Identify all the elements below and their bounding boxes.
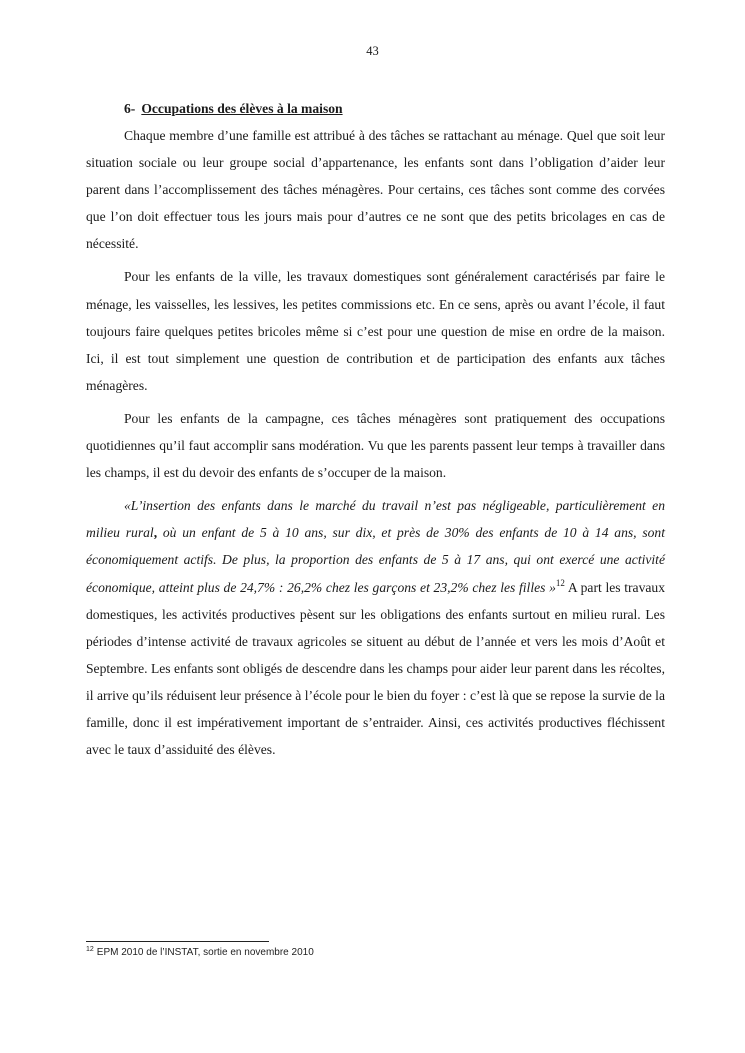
footnote-reference: 12: [555, 577, 565, 588]
page-body: [86, 95, 665, 763]
quote-part-b: où un enfant de 5 à 10 ans, sur dix, et près de 30% des enfants de 10 à 14 ans, sont économiquement actifs. De plus, la proportion des enfants de 5 à 17 ans, qui ont exercé une activité économique, atteint plus de 24,7% : 26,2% chez les garçons et 23,2% chez les filles »: [86, 525, 665, 595]
paragraph-4-text: A part les travaux domestiques, les activités productives pèsent sur les obligations des enfants surtout en milieu rural. Les périodes d’intense activité de travaux agricoles se situent au début de l’année et vers les mois d’Août et Septembre. Les enfants sont obligés de descendre dans les champs pour aider leur parent dans les récoltes, il arrive qu’ils réduisent leur présence à l’école pour le bien du foyer : c’est là que se repose la survie de la famille, donc il est impérativement important de s’entraider. Ainsi, ces activités productives fléchissent avec le taux d’assiduité des élèves.: [86, 579, 666, 758]
paragraph-3: Pour les enfants de la campagne, ces tâches ménagères sont pratiquement des occupations quotidiennes qu’il faut accomplir sans modération. Vu que les parents passent leur temps à travailler dans les champs, il est du devoir des enfants de s’occuper de la maison.: [86, 410, 665, 481]
section-number: 6-: [124, 101, 136, 116]
section-title: Occupations des élèves à la maison: [141, 101, 343, 116]
section-heading: [124, 95, 665, 122]
paragraph-4: [86, 492, 665, 763]
footnote-divider: [86, 941, 269, 942]
quote-part-a: «L’insertion des enfants dans le marché du travail n’est pas négligeable, particulièrement en milieu rural: [86, 498, 665, 541]
footnote-number: 12: [86, 946, 94, 953]
page-number: 43: [366, 44, 379, 58]
paragraph-2: Pour les enfants de la ville, les travaux domestiques sont généralement caractérisés par faire le ménage, les vaisselles, les lessives, les petites commissions etc. En ce sens, après ou avant l’école, il faut toujours faire quelques petites bricoles même si c’est pour une question de mise en ordre de la maison. Ici, il est tout simplement une question de contribution et de participation des enfants aux tâches ménagères.: [86, 269, 665, 393]
quote-comma: ,: [153, 525, 158, 541]
footnote: [86, 947, 314, 958]
paragraph-1: Chaque membre d’une famille est attribué à des tâches se rattachant au ménage. Quel que soit leur situation sociale ou leur groupe social d’appartenance, les enfants sont dans l’obligation d’aider leur parent dans l’accomplissement des tâches ménagères. Pour certains, ces tâches sont comme des corvées que l’on doit effectuer tous les jours mais pour d’autres ce ne sont que des petits bricolages en cas de nécessité.: [86, 128, 665, 252]
footnote-text: EPM 2010 de l’INSTAT, sortie en novembre 2010: [96, 947, 314, 958]
